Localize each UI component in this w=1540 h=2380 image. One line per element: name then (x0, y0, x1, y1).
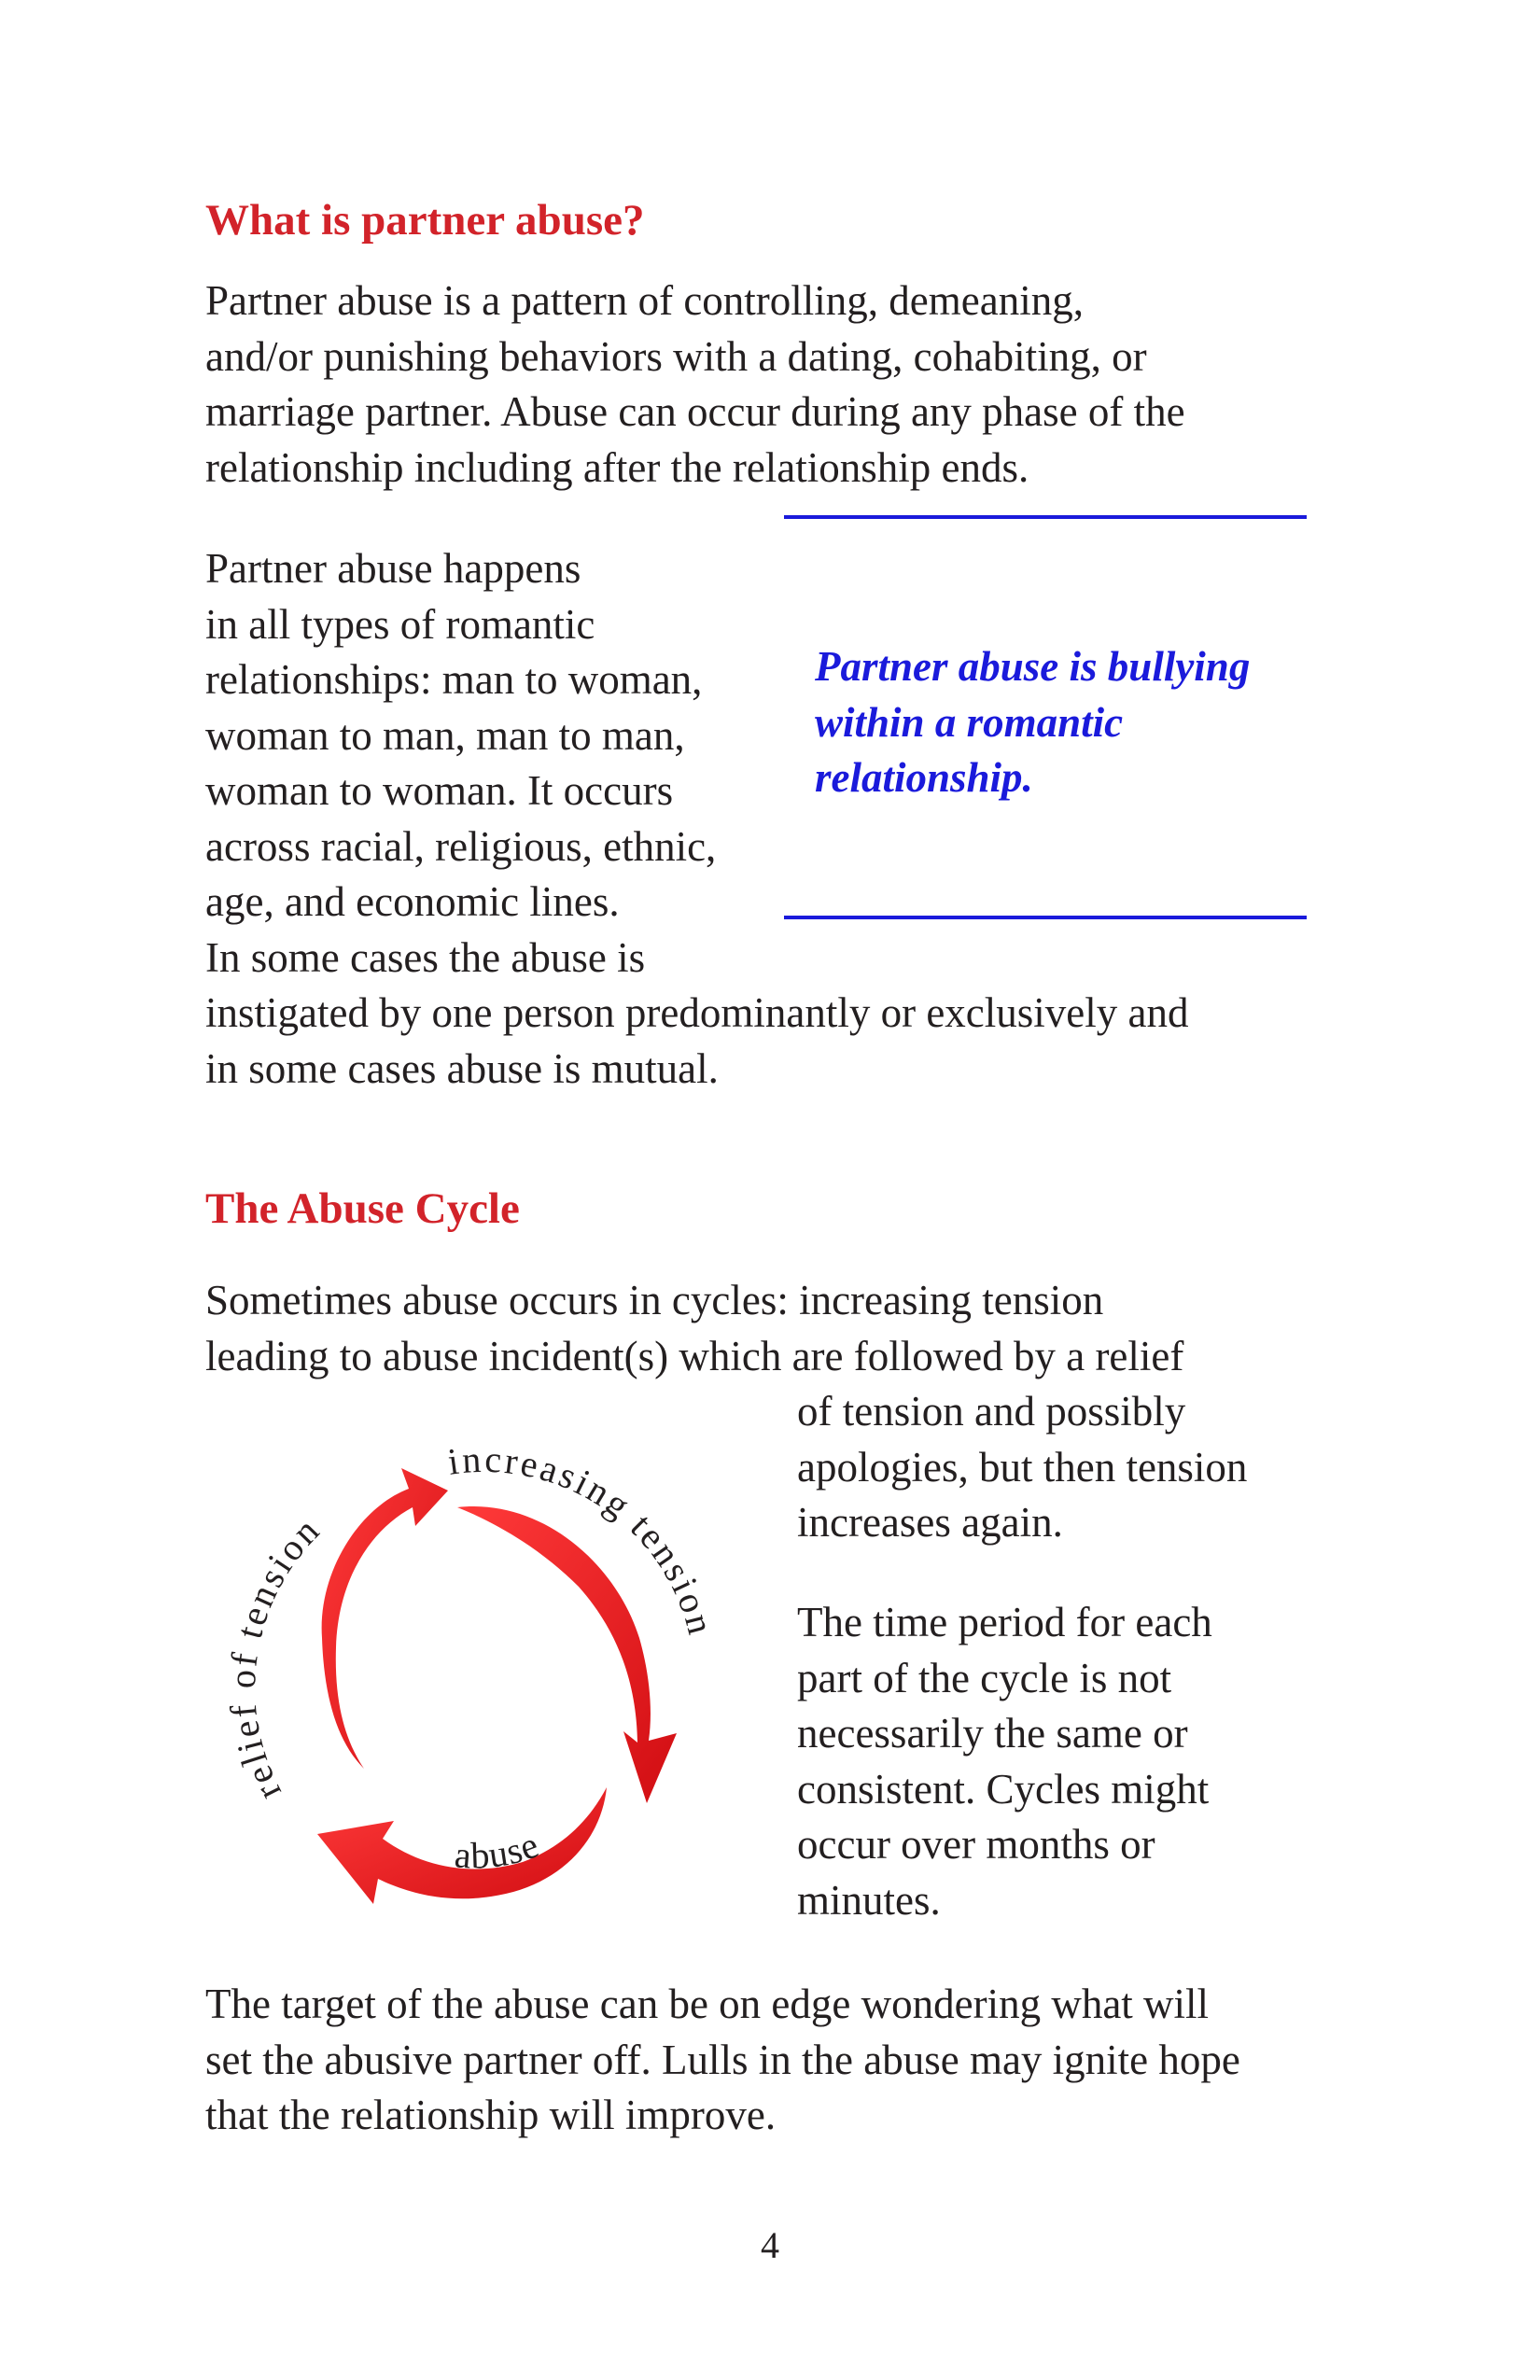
abuse-cycle-diagram (177, 1395, 747, 1937)
cycle-label-abuse: abuse (453, 1823, 545, 1877)
page-number: 4 (761, 2224, 779, 2266)
text-line: marriage partner. Abuse can occur during any phase of the (205, 388, 1185, 435)
text-line: in all types of romantic (205, 600, 595, 648)
text-line: Sometimes abuse occurs in cycles: increasing tension (205, 1277, 1104, 1323)
callout-quote (815, 639, 1250, 806)
cycle-label-relief-of-tension: relief of tension (220, 1507, 329, 1808)
paragraph-cycle-relief (797, 1384, 1247, 1551)
text-line: The time period for each (797, 1599, 1212, 1645)
callout-line: relationship. (815, 754, 1033, 801)
text-line: set the abusive partner off. Lulls in the abuse may ignite hope (205, 2036, 1240, 2083)
callout-top-rule (784, 515, 1307, 519)
text-line: The target of the abuse can be on edge wondering what will (205, 1981, 1210, 2027)
callout-line: Partner abuse is bullying (815, 643, 1251, 690)
text-line: across racial, religious, ethnic, (205, 822, 717, 870)
callout-bottom-rule (784, 916, 1307, 919)
text-line: of tension and possibly (797, 1388, 1186, 1435)
text-line: woman to man, man to man, (205, 711, 685, 759)
text-line: Partner abuse is a pattern of controlling, demeaning, (205, 277, 1084, 324)
text-line: relationships: man to woman, (205, 656, 703, 703)
text-line: in some cases abuse is mutual. (205, 1044, 719, 1092)
text-line: Partner abuse happens (205, 545, 581, 592)
section-heading-abuse-cycle: The Abuse Cycle (205, 1184, 520, 1233)
text-line: that the relationship will improve. (205, 2092, 777, 2138)
text-line: woman to woman. It occurs (205, 767, 674, 814)
cycle-label-increasing-tension: increasing tension (445, 1437, 723, 1642)
text-line: age, and economic lines. (205, 878, 620, 925)
arrow-relief-of-tension (322, 1468, 448, 1769)
text-line: and/or punishing behaviors with a dating, cohabiting, or (205, 332, 1147, 380)
paragraph-closing (205, 1977, 1240, 2144)
text-line: occur over months or (797, 1821, 1155, 1868)
paragraph-cycle-intro (205, 1273, 1183, 1384)
text-line: apologies, but then tension (797, 1443, 1248, 1491)
text-line: part of the cycle is not (797, 1654, 1172, 1701)
callout-line: within a romantic (815, 698, 1124, 746)
paragraph-types (205, 541, 1189, 1097)
text-line: minutes. (797, 1876, 941, 1924)
text-line: leading to abuse incident(s) which are followed by a relief (205, 1332, 1184, 1379)
text-line: consistent. Cycles might (797, 1765, 1210, 1813)
paragraph-definition (205, 273, 1185, 496)
section-heading-partner-abuse: What is partner abuse? (205, 196, 645, 245)
text-line: instigated by one person predominantly or exclusively and (205, 989, 1189, 1036)
text-line: increases again. (797, 1499, 1063, 1546)
text-line: necessarily the same or (797, 1710, 1188, 1757)
text-line: In some cases the abuse is (205, 933, 646, 981)
paragraph-cycle-timing (797, 1595, 1212, 1928)
text-line: relationship including after the relationship ends. (205, 443, 1029, 491)
